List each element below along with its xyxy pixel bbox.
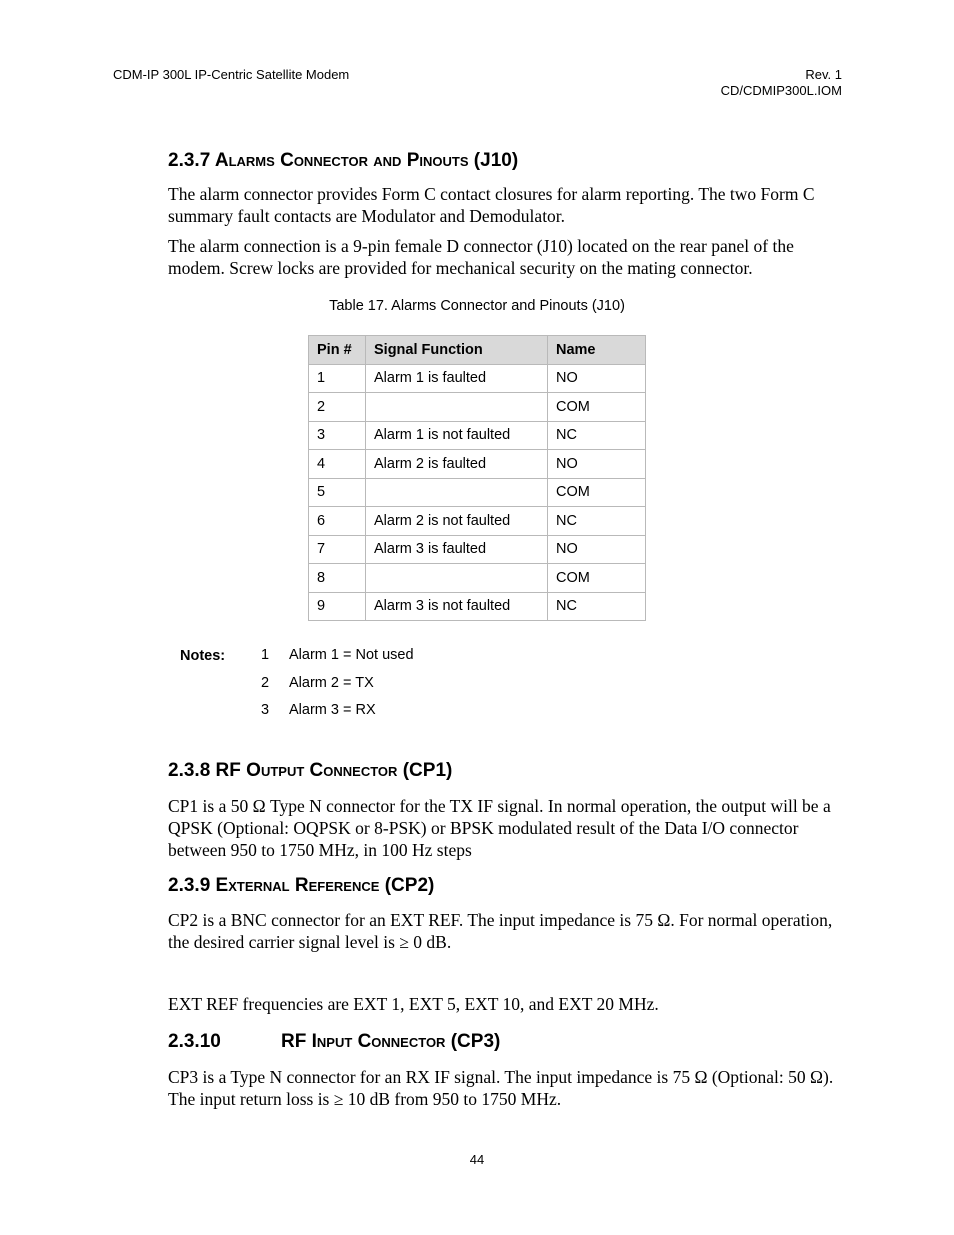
pin-cell: 5 [309,478,366,507]
table-header-row [309,336,646,365]
paragraph: CP1 is a 50 Ω Type N connector for the TX IF signal. In normal operation, the output will be a QPSK (Optional: OQPSK or 8-PSK) or BPSK modulated result of the Data I/O connector between 950 to 1750 MHz, in 100 Hz steps [168,796,831,860]
table-row [309,364,646,393]
section-number: 2.3.8 [168,760,211,781]
signal-cell [366,393,548,422]
column-header: Signal Function [366,336,548,365]
note-text: Alarm 2 = TX [289,675,374,691]
pin-cell: 7 [309,535,366,564]
column-header: Pin # [309,336,366,365]
pin-cell: 2 [309,393,366,422]
section-heading-2-3-9 [168,875,434,897]
running-header-revision [721,67,842,99]
heading-text: R [294,875,309,896]
name-cell: COM [548,478,646,507]
section-number: 2.3.9 [168,875,211,896]
heading-text: (CP1) [397,760,453,781]
heading-text: inouts [419,150,469,171]
heading-text: larms [228,150,281,171]
name-cell: NC [548,421,646,450]
heading-text: onnector and [293,150,407,171]
paragraph: CP2 is a BNC connector for an EXT REF. The input impedance is 75 Ω. For normal operation, the desired carrier signal level is ≥ 0 dB. [168,910,833,952]
heading-text: onnector [323,760,398,781]
heading-text: (CP3) [445,1031,501,1052]
table-row [309,592,646,621]
page-number: 44 [469,1152,485,1167]
note-text: Alarm 1 = Not used [289,647,414,663]
pin-cell: 3 [309,421,366,450]
name-cell: NO [548,450,646,479]
heading-text: A [214,150,229,171]
heading-text: xternal [228,875,295,896]
note-number: 3 [261,702,270,718]
note-number: 2 [261,675,270,691]
signal-cell: Alarm 2 is not faulted [366,507,548,536]
pin-cell: 8 [309,564,366,593]
table-row [309,478,646,507]
signal-cell: Alarm 1 is faulted [366,364,548,393]
section-heading-2-3-7 [168,150,518,172]
alarm-pinout-table [308,335,646,621]
signal-cell: Alarm 2 is faulted [366,450,548,479]
table-caption: Table 17. Alarms Connector and Pinouts (J10) [329,298,625,314]
paragraph: CP3 is a Type N connector for an RX IF signal. The input impedance is 75 Ω (Optional: 50 Ω). The input return loss is ≥ 10 dB from 950 to 1750 MHz. [168,1067,834,1109]
running-header-title: CDM-IP 300L IP-Centric Satellite Modem [113,67,350,82]
table-row [309,564,646,593]
section-heading-2-3-10 [168,1031,500,1053]
signal-cell: Alarm 3 is not faulted [366,592,548,621]
notes-label: Notes: [180,648,226,664]
name-cell: NC [548,592,646,621]
section-number: 2.3.10 [168,1031,221,1052]
heading-text: eference [308,875,380,896]
revision-label: Rev. 1 [805,67,842,82]
table-row [309,450,646,479]
table-row [309,393,646,422]
table-row [309,507,646,536]
heading-text: onnector [371,1031,446,1052]
name-cell: NO [548,535,646,564]
name-cell: COM [548,564,646,593]
table-row [309,421,646,450]
pin-cell: 9 [309,592,366,621]
heading-text: RF O [215,760,261,781]
pin-cell: 1 [309,364,366,393]
heading-text: E [215,875,229,896]
note-number: 1 [261,647,270,663]
heading-text: C [309,760,324,781]
name-cell: NO [548,364,646,393]
table-row [309,535,646,564]
document-code: CD/CDMIP300L.IOM [720,83,842,98]
note-text: Alarm 3 = RX [289,702,376,718]
heading-text: RF I [281,1031,317,1052]
name-cell: NC [548,507,646,536]
pin-cell: 4 [309,450,366,479]
paragraph: The alarm connector provides Form C contact closures for alarm reporting. The two Form C summary fault contacts are Modulator and Demodulator. [168,184,815,226]
signal-cell [366,478,548,507]
column-header: Name [548,336,646,365]
paragraph: EXT REF frequencies are EXT 1, EXT 5, EXT 10, and EXT 20 MHz. [168,994,659,1014]
signal-cell: Alarm 1 is not faulted [366,421,548,450]
heading-text: nput [316,1031,358,1052]
heading-text: (CP2) [379,875,435,896]
paragraph: The alarm connection is a 9-pin female D connector (J10) located on the rear panel of the modem. Screw locks are provided for mechanical security on the mating connector. [168,236,794,278]
section-heading-2-3-8 [168,760,452,782]
name-cell: COM [548,393,646,422]
heading-text: C [357,1031,372,1052]
signal-cell [366,564,548,593]
signal-cell: Alarm 3 is faulted [366,535,548,564]
heading-text: P [406,150,420,171]
section-number: 2.3.7 [168,150,211,171]
heading-text: (J10) [468,150,519,171]
heading-text: C [280,150,294,171]
heading-text: utput [260,760,310,781]
pin-cell: 6 [309,507,366,536]
